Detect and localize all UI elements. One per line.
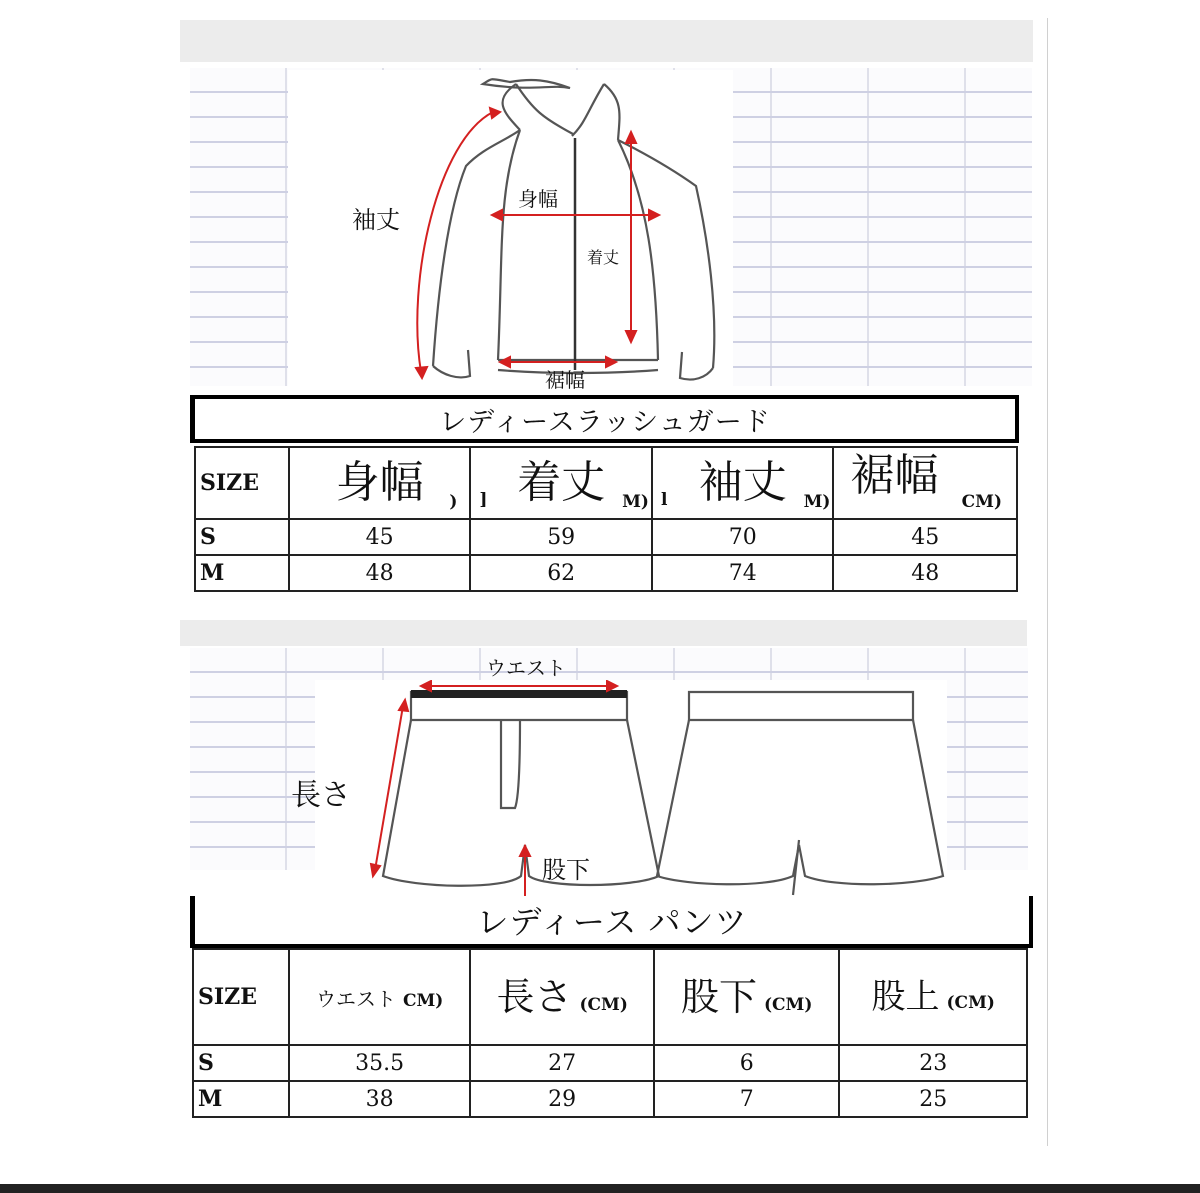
col-header-sleeve: l 袖丈 M) bbox=[652, 447, 834, 519]
bottom-bar bbox=[0, 1184, 1200, 1193]
label-shorts-length: 長さ bbox=[291, 778, 351, 813]
shorts-diagram bbox=[315, 680, 947, 896]
waistband bbox=[411, 690, 627, 698]
size-header: SIZE bbox=[193, 949, 289, 1045]
col-header-waist: ウエスト CM) bbox=[289, 949, 471, 1045]
label-body-length: 着丈 bbox=[587, 248, 620, 267]
size-header: SIZE bbox=[195, 447, 289, 519]
label-hem-width: 裾幅 bbox=[545, 368, 585, 392]
shorts-outline bbox=[383, 692, 943, 895]
mid-header-band bbox=[180, 620, 1027, 646]
col-header-length: 長さ (CM) bbox=[470, 949, 654, 1045]
table-row: M 38 29 7 25 bbox=[193, 1081, 1027, 1117]
bottom-size-table bbox=[192, 948, 1028, 1118]
label-body-width: 身幅 bbox=[518, 187, 558, 211]
top-header-row bbox=[195, 447, 1017, 519]
bottom-title-text: レディース パンツ bbox=[476, 903, 748, 941]
table-row: S 35.5 27 6 23 bbox=[193, 1045, 1027, 1081]
label-sleeve-length: 袖丈 bbox=[352, 206, 400, 234]
top-size-table bbox=[194, 446, 1018, 592]
table-row: M 48 62 74 48 bbox=[195, 555, 1017, 591]
col-header-rise: 股上 (CM) bbox=[839, 949, 1027, 1045]
col-header-inseam: 股下 (CM) bbox=[654, 949, 840, 1045]
top-table-title bbox=[190, 395, 1019, 443]
top-title-text: レディースラッシュガード bbox=[439, 406, 771, 438]
bottom-header-row bbox=[193, 949, 1027, 1045]
col-header-body-width: 身幅 ) bbox=[289, 447, 471, 519]
bottom-table-title bbox=[190, 896, 1033, 948]
col-header-length: ] 着丈 M) bbox=[470, 447, 652, 519]
label-inseam: 股下 bbox=[542, 856, 590, 884]
label-waist: ウエスト bbox=[486, 656, 566, 680]
page-divider bbox=[1047, 18, 1048, 1146]
col-header-hem: 裾幅 CM) bbox=[833, 447, 1017, 519]
table-row: S 45 59 70 45 bbox=[195, 519, 1017, 555]
top-header-band bbox=[180, 20, 1033, 62]
